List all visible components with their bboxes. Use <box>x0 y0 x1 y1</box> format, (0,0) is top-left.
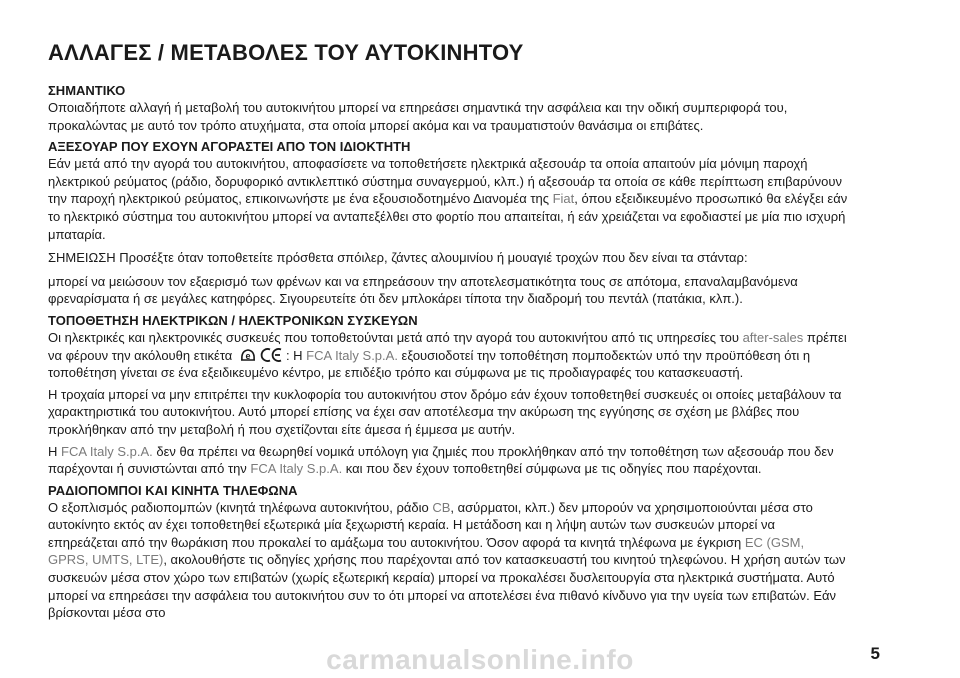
page-title: ΑΛΛΑΓΕΣ / ΜΕΤΑΒΟΛΕΣ ΤΟΥ ΑΥΤΟΚΙΝΗΤΟΥ <box>48 40 524 65</box>
svg-text:e: e <box>245 350 251 361</box>
paragraph-police: Η τροχαία μπορεί να μην επιτρέπει την κυκλοφορία του αυτοκινήτου στον δρόμο εάν έχουν τοποθετηθεί συσκευές οι οποίες μεταβάλουν τα χαρακτηριστικά του αυτοκινήτου. Αυτό μπορεί επίσης να έχει σαν αποτέλεσμα την ακύρωση της εγγύησης σε σχέση με βλάβες που προκλήθηκαν από την μεταβολή ή που σχετίζονται είτε άμεσα ή έμμεσα με αυτήν. <box>48 386 842 437</box>
heading-accessories: ΑΞΕΣΟΥΑΡ ΠΟΥ ΕΧΟΥΝ ΑΓΟΡΑΣΤΕΙ ΑΠΟ ΤΟΝ ΙΔΙΟΚΤΗΤΗ <box>48 139 411 155</box>
brand-fca: FCA Italy S.p.A. <box>61 443 153 459</box>
term-after-sales: after-sales <box>742 329 804 345</box>
page-number: 5 <box>870 644 880 663</box>
paragraph-radio: Ο εξοπλισμός ραδιοπομπών (κινητά τηλέφωνα αυτοκινήτου, ράδιο CB, ασύρματοι, κλπ.) δεν μπορούν να χρησιμοποιούνται μέσα στο αυτοκίνητο εκτός αν έχει τοποθετηθεί εξωτερικά μία ξεχωριστή κεραία. Η μετάδοση και η λήψη αυτών των συσκευών μπορεί να επηρεάζεται από την θωράκιση που προκαλεί το αμάξωμα του αυτοκινήτου. Όσον αφορά τα κινητά τηλέφωνα με έγκριση EC (GSM, GPRS, UMTS, LTE), ακολουθήστε τις οδηγίες χρήσης που παρέχονται από τον κατασκευαστή του κινητού τηλεφώνου. Η χρήση αυτών των συσκευών μέσα στον χώρο των επιβατών (χωρίς εξωτερική κεραία) μπορεί να προκαλέσει δυσλειτουργία στα ηλεκτρικά συστήματα. Αυτό μπορεί να επηρεάσει την ασφάλεια του αυτοκινήτου συν το ότι μπορεί να αποτελέσει ένα πιθανό κίνδυνο για την υγεία των επιβατών. Εάν βρίσκονται μέσα στο <box>48 499 846 621</box>
watermark: carmanualsonline.info <box>326 644 634 675</box>
paragraph-note: ΣΗΜΕΙΩΣΗ Προσέξτε όταν τοποθετείτε πρόσθετα σπόιλερ, ζάντες αλουμινίου ή μουαγιέ τροχών που δεν είναι τα στάνταρ: <box>48 250 748 266</box>
paragraph-important: Οποιαδήποτε αλλαγή ή μεταβολή του αυτοκινήτου μπορεί να επηρεάσει σημαντικά την ασφάλεια και την οδική συμπεριφορά του, προκαλώντας με αυτό τον τρόπο ατυχήματα, στα οποία μπορεί ακόμα και να τραυματιστούν θανάσιμα οι επιβάτες. <box>48 100 788 133</box>
term-cb: CB <box>432 499 451 515</box>
paragraph-brakes: μπορεί να μειώσουν τον εξαερισμό των φρένων και να επηρεάσουν την αποτελεσματικότητα τους σε απότομα, επαναλαμβανόμενα φρεναρίσματα ή σε μεγάλες κατηφόρες. Σιγουρευτείτε ότι δεν μπλοκάρει τίποτα την διαδρομή του πεντάλ (πατάκια, κλπ.). <box>48 273 798 307</box>
heading-radio: ΡΑΔΙΟΠΟΜΠΟΙ ΚΑΙ ΚΙΝΗΤΑ ΤΗΛΕΦΩΝΑ <box>48 482 298 498</box>
heading-installation: ΤΟΠΟΘΕΤΗΣΗ ΗΛΕΚΤΡΙΚΩΝ / ΗΛΕΚΤΡΟΝΙΚΩΝ ΣΥΣΚΕΥΩΝ <box>48 312 418 328</box>
certification-label <box>238 347 284 363</box>
brand-fca: FCA Italy S.p.A. <box>250 461 343 477</box>
brand-fiat: Fiat <box>552 191 575 207</box>
heading-important: ΣΗΜΑΝΤΙΚΟ <box>48 83 126 98</box>
paragraph-accessories: Εάν μετά από την αγορά του αυτοκινήτου, αποφασίσετε να τοποθετήσετε ηλεκτρικά αξεσουάρ τα οποία απαιτούν μία μόνιμη παροχή ηλεκτρικού ρεύματος (ράδιο, δορυφορικό αντικλεπτικό σύστημα συναγερμού, κλπ.) ή αξεσουάρ τα οποία σε κάθε περίπτωση επιβαρύνουν την παροχή ηλεκτρικού ρεύματος, επικοινωνήστε με ένα εξουσιοδοτημένο Διανομέα της Fiat, όπου εξειδικευμένο προσωπικό θα ελέγξει εάν το ηλεκτρικό σύστημα του αυτοκινήτου μπορεί να ανταπεξέλθει στο φορτίο που απαιτείται, ή εάν χρειάζεται να εφοδιαστεί με μία πιο ισχυρή μπαταρία. <box>48 156 848 242</box>
brand-fca: FCA Italy S.p.A. <box>306 347 398 363</box>
term-ec-standards: EC (GSM, GPRS, UMTS, LTE) <box>48 534 805 568</box>
page-content <box>48 40 848 626</box>
paragraph-liability: Η FCA Italy S.p.A. δεν θα πρέπει να θεωρηθεί νομικά υπόλογη για ζημιές που προκλήθηκαν από την τοποθέτηση των αξεσουάρ που δεν παρέχονται ή συνιστώνται από την FCA Italy S.p.A. και που δεν έχουν τοποθετηθεί σύμφωνα με τις οδηγίες που παρέχονται. <box>48 443 834 477</box>
e-mark-icon <box>238 347 258 363</box>
paragraph-installation: Οι ηλεκτρικές και ηλεκτρονικές συσκευές που τοποθετούνται μετά από την αγορά του αυτοκινήτου από τις υπηρεσίες του after-sales πρέπει να φέρουν την ακόλουθη ετικέτα e : Η FCA Italy S.p.A. εξουσιοδοτεί την τοποθέτηση πομποδεκτών υπό την προϋπόθεση ότι η τοποθέτηση γίνεται σε ένα εξειδικευμένο κέντρο, με επιδέξιο τρόπο και σύμφωνα με τις προδιαγραφές του κατασκευαστή. <box>48 329 847 381</box>
ce-mark-icon <box>260 347 284 363</box>
